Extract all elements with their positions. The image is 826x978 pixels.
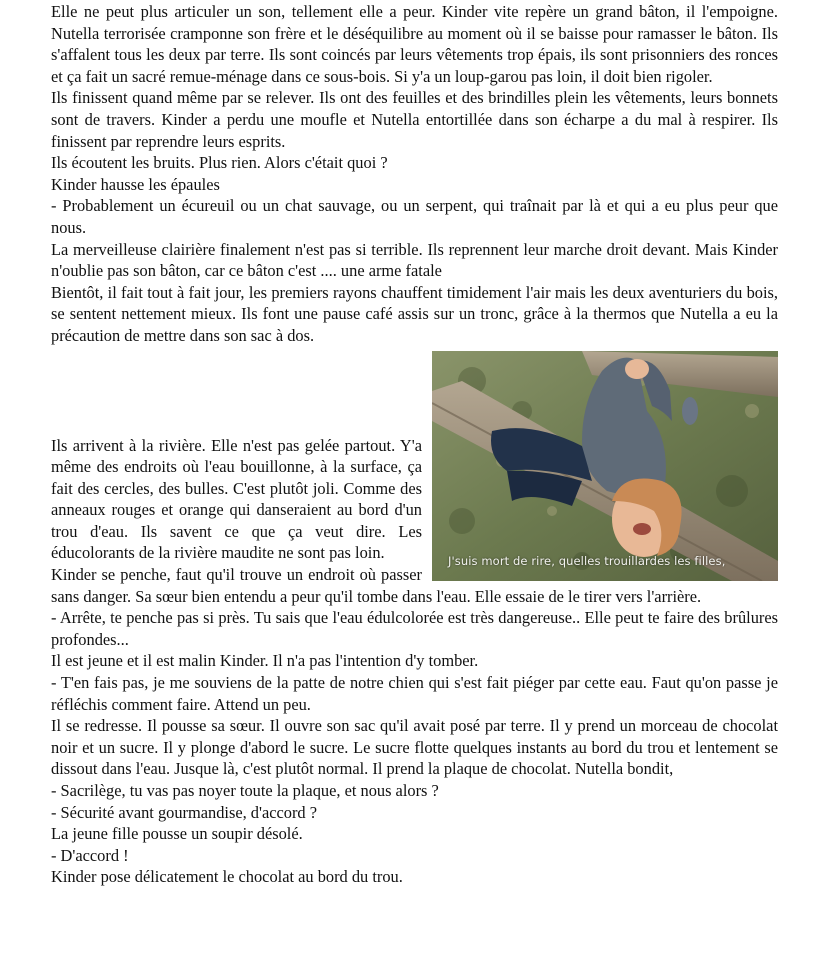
paragraph: - Sacrilège, tu vas pas noyer toute la plaque, et nous alors ? [51,781,439,800]
photo-caption: J'suis mort de rire, quelles trouillardes les filles, [448,553,726,568]
paragraph: Kinder se penche, faut qu'il trouve un endroit où passer sans danger. Sa sœur bien entendu a peur qu'il tombe dans l'eau. Elle essaie de le tirer vers l'arrière. [51,565,702,606]
photo-illustration [432,351,778,581]
paragraph: La jeune fille pousse un soupir désolé. [51,824,303,844]
paragraph: Kinder hausse les épaules [51,174,220,194]
paragraph: Kinder pose délicatement le chocolat au bord du trou. [51,867,403,887]
paragraph: - Sécurité avant gourmandise, d'accord ? [51,802,318,822]
paragraph: Elle ne peut plus articuler un son, tellement elle a peur. Kinder vite repère un grand bâton, il l'empoigne. Nutella terrorisée cramponne son frère et le déséquilibre au moment où il se baisse pour ramasser le bâton. Ils s'affalent tous les deux par terre. Ils sont coincés par leurs vêtements trop épais, ils sont prisonniers des ronces et ça fait un sacré remue-ménage dans ce sous-bois. Si y'a un loup-garou pas loin, il doit bien rigoler. [51,2,778,86]
child-photo [432,351,778,581]
paragraph: Ils écoutent les bruits. Plus rien. Alors c'était quoi ? [51,153,388,173]
paragraph: - Arrête, te penche pas si près. Tu sais que l'eau édulcolorée est très dangereuse.. Elle peut te faire des brûlures profondes... [51,608,778,649]
paragraph: Il est jeune et il est malin Kinder. Il n'a pas l'intention d'y tomber. [51,651,479,671]
paragraph: Bientôt, il fait tout à fait jour, les premiers rayons chauffent timidement l'air mais les deux aventuriers du bois, se sentent nettement mieux. Ils font une pause café assis sur un tronc, grâce à la thermos que Nutella a eu la précaution de mettre dans son sac à dos. [51,282,778,345]
document-page [51,1,778,888]
paragraph: - Probablement un écureuil ou un chat sauvage, ou un serpent, qui traînait par là et qui a eu plus peur que nous. [51,196,778,237]
paragraph: Ils finissent quand même par se relever. Ils ont des feuilles et des brindilles plein les vêtements, leurs bonnets sont de travers. Kinder a perdu une moufle et Nutella entortillée dans son écharpe a du mal à respirer. Ils finissent par reprendre leurs esprits. [51,88,778,151]
paragraph: - D'accord ! [51,845,129,865]
paragraph: - T'en fais pas, je me souviens de la patte de notre chien qui s'est fait piéger par cette eau. Faut qu'on passe je réfléchis comment faire. Attend un peu. [51,673,778,714]
paragraph: La merveilleuse clairière finalement n'est pas si terrible. Ils reprennent leur marche droit devant. Mais Kinder n'oublie pas son bâton, car ce bâton c'est .... une arme fatale [51,239,778,281]
paragraph: Ils arrivent à la rivière. Elle n'est pas gelée partout. Y'a même des endroits où l'eau bouillonne, à la surface, ça fait des cercles, des bulles. C'est plutôt joli. Comme des anneaux rouges et orange qui danseraient au bord d'un trou d'eau. Ils savent ce que ça veut dire. Les éducolorants de la rivière maudite ne sont pas loin. [51,435,422,563]
paragraph: Il se redresse. Il pousse sa sœur. Il ouvre son sac qu'il avait posé par terre. Il y prend un morceau de chocolat noir et un sucre. Il y plonge d'abord le sucre. Le sucre flotte quelques instants au bord du trou et lentement se dissout dans l'eau. Jusque là, c'est plutôt normal. Il prend la plaque de chocolat. Nutella bondit, [51,716,778,779]
